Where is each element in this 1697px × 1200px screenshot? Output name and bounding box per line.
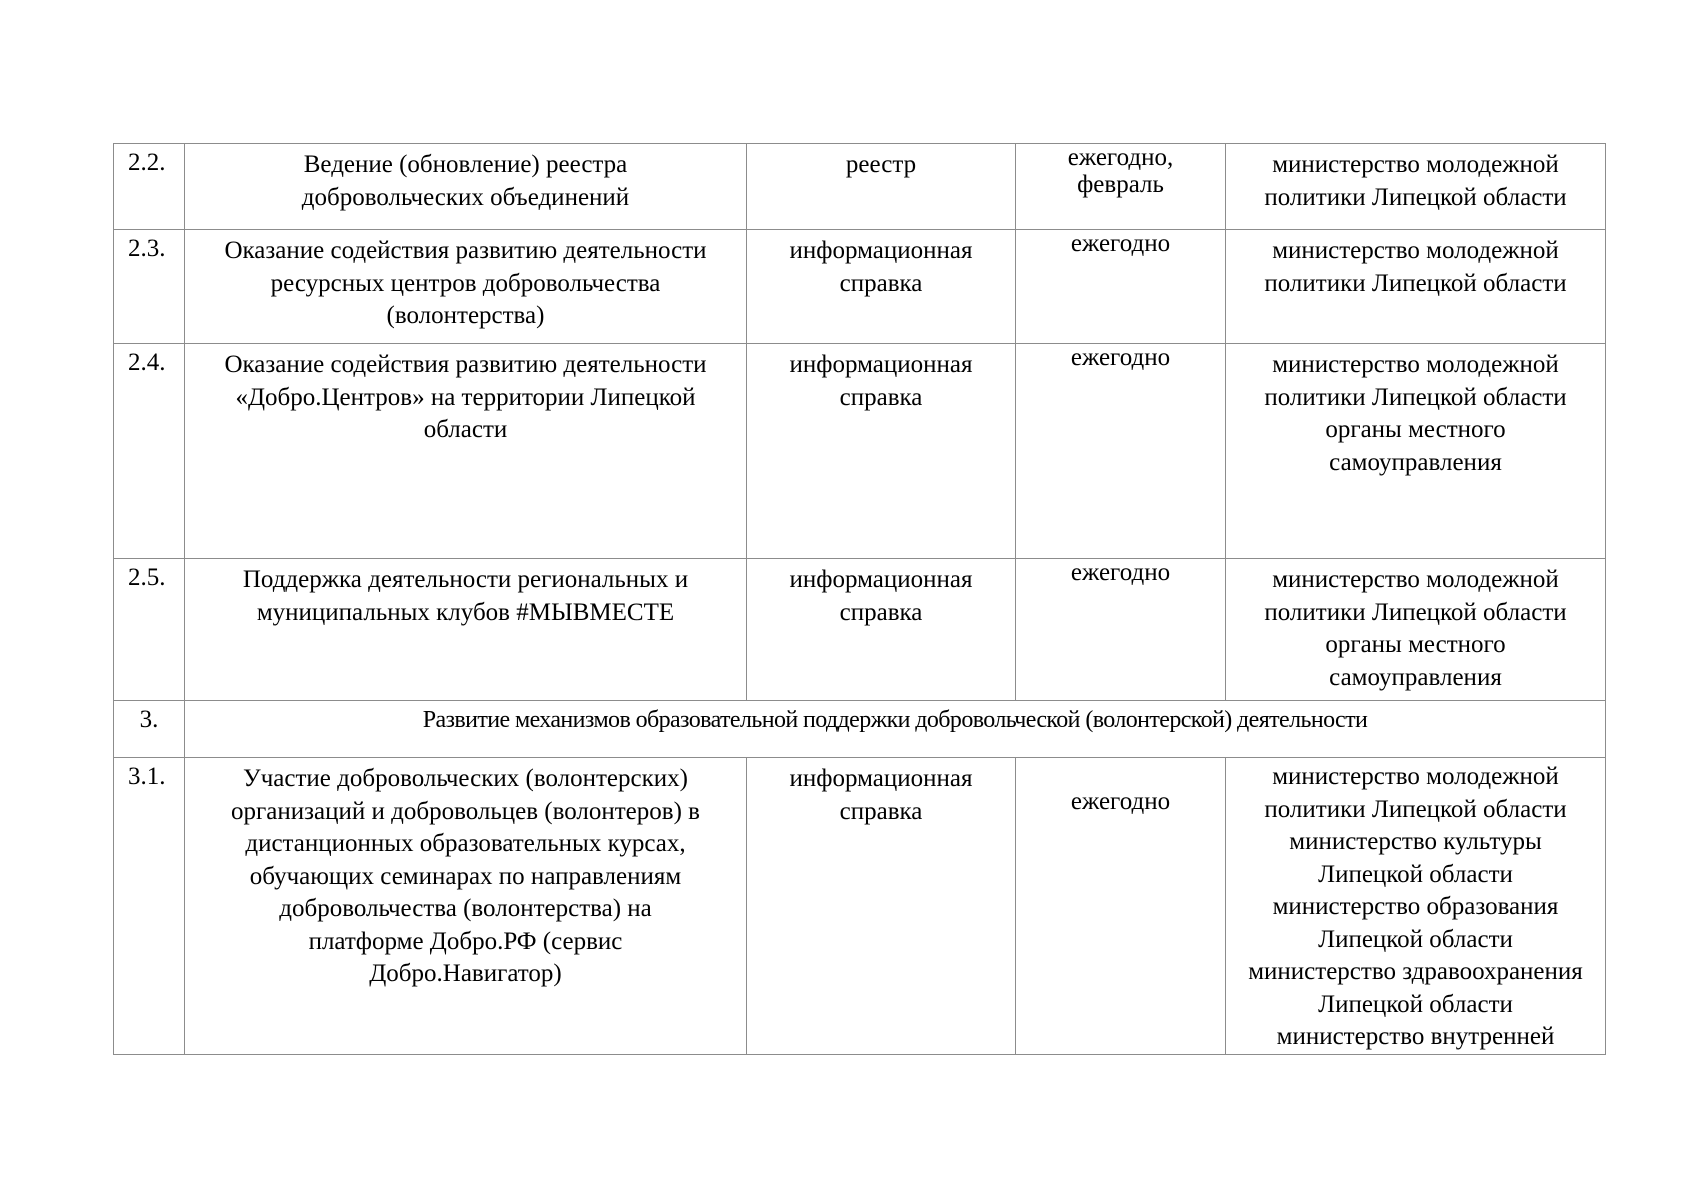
plan-table <box>113 143 1606 1055</box>
event-name-cell: Оказание содействия развитию деятельности «Добро.Центров» на территории Липецкой области <box>185 344 747 559</box>
section-row <box>114 701 1606 758</box>
document-type-cell: информационная справка <box>747 758 1016 1055</box>
responsible-cell: министерство молодежной политики Липецкой области <box>1226 230 1606 344</box>
responsible-cell: министерство молодежной политики Липецкой области министерство культуры Липецкой области министерство образования Липецкой области министерство здравоохранения Липецкой области министерство внутренней <box>1226 758 1606 1055</box>
responsible-cell: министерство молодежной политики Липецкой области органы местного самоуправления <box>1226 344 1606 559</box>
deadline-cell: ежегодно <box>1016 559 1226 701</box>
document-type-cell: информационная справка <box>747 559 1016 701</box>
deadline-cell: ежегодно, февраль <box>1016 144 1226 230</box>
section-title: Развитие механизмов образовательной поддержки добровольческой (волонтерской) деятельности <box>185 701 1606 758</box>
row-number: 3.1. <box>114 758 185 1055</box>
document-type-cell: информационная справка <box>747 230 1016 344</box>
row-number: 2.2. <box>114 144 185 230</box>
document-type-cell: информационная справка <box>747 344 1016 559</box>
table-row <box>114 144 1606 230</box>
table-row <box>114 230 1606 344</box>
document-type-cell: реестр <box>747 144 1016 230</box>
table-row <box>114 344 1606 559</box>
deadline-cell: ежегодно <box>1016 758 1226 1055</box>
event-name-cell: Участие добровольческих (волонтерских) организаций и добровольцев (волонтеров) в дистанционных образовательных курсах, обучающих семинарах по направлениям добровольчества (волонтерства) на платформе Добро.РФ (сервис Добро.Навигатор) <box>185 758 747 1055</box>
table-row <box>114 559 1606 701</box>
deadline-cell: ежегодно <box>1016 344 1226 559</box>
event-name-cell: Оказание содействия развитию деятельности ресурсных центров добровольчества (волонтерства) <box>185 230 747 344</box>
table-row <box>114 758 1606 1055</box>
event-name-cell: Поддержка деятельности региональных и муниципальных клубов #МЫВМЕСТЕ <box>185 559 747 701</box>
responsible-cell: министерство молодежной политики Липецкой области органы местного самоуправления <box>1226 559 1606 701</box>
section-number: 3. <box>114 701 185 758</box>
row-number: 2.3. <box>114 230 185 344</box>
event-name-cell: Ведение (обновление) реестра добровольческих объединений <box>185 144 747 230</box>
row-number: 2.5. <box>114 559 185 701</box>
responsible-cell: министерство молодежной политики Липецкой области <box>1226 144 1606 230</box>
row-number: 2.4. <box>114 344 185 559</box>
deadline-cell: ежегодно <box>1016 230 1226 344</box>
